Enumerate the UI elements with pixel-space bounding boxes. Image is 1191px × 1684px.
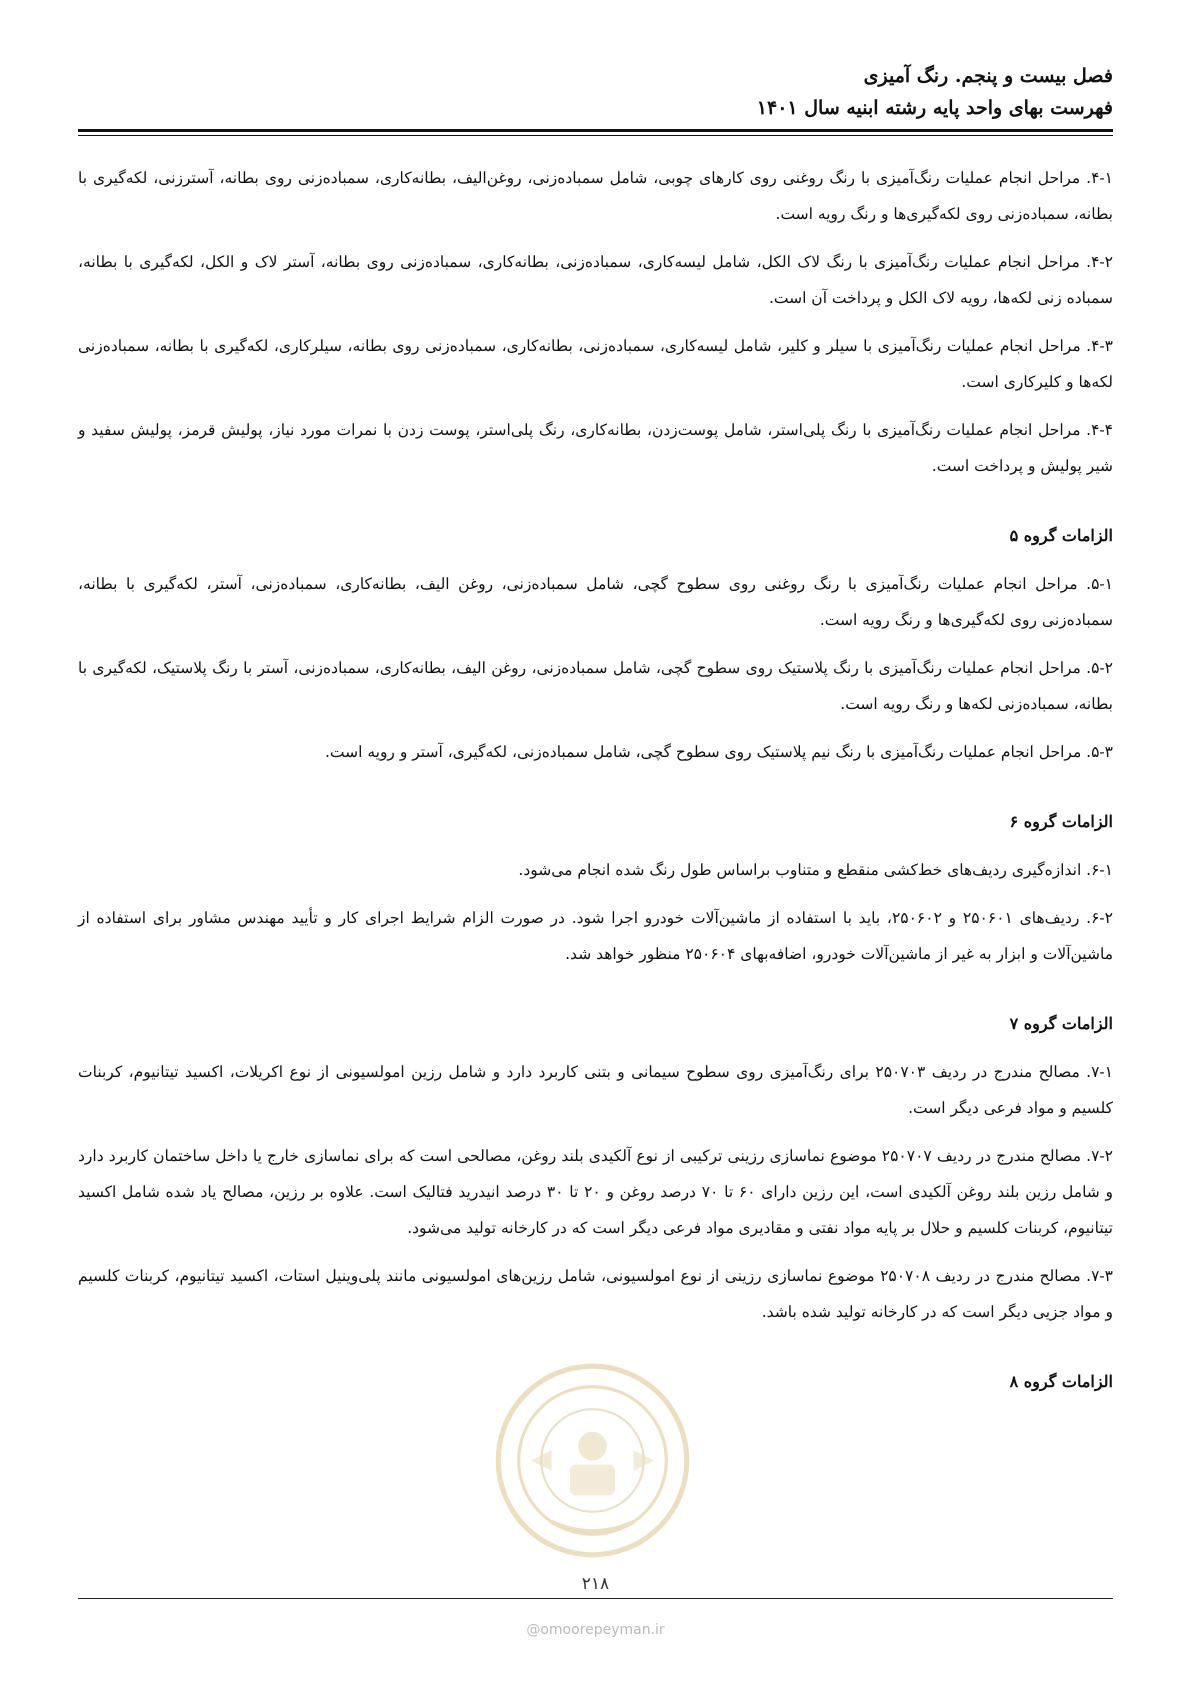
- paragraph-4-1: ۴-۱. مراحل انجام عملیات رنگ‌آمیزی با رنگ روغنی روی کارهای چوبی، شامل سمباده‌زنی، روغن‌الیف، بطانه‌کاری، سمباده‌زنی روی بطانه، آسترزنی، لکه‌گیری با بطانه، سمباده‌زنی روی لکه‌گیری‌ها و رنگ رویه است.: [78, 169, 1113, 223]
- page-header: [78, 60, 1113, 124]
- paragraph-7-2: ۷-۲. مصالح مندرج در ردیف ۲۵۰۷۰۷ موضوع نماسازی رزینی ترکیبی از نوع آلکیدی بلند روغن، مصالحی است که برای نماسازی خارج یا داخل ساختمان کاربرد دارد و شامل رزین بلند روغن آلکیدی است، این رزین دارای ۶۰ تا ۷۰ درصد روغن و ۲۰ تا ۳۰ درصد انیدرید فتالیک است. علاوه بر رزین، مصالح یاد شده شامل اکسید تیتانیوم، کربنات کلسیم و حلال بر پایه مواد نفتی و مقادیری مواد فرعی دیگر است که در کارخانه تولید می‌شود.: [78, 1147, 1114, 1237]
- header-rule-thin: [78, 135, 1113, 136]
- chapter-title: فصل بیست و پنجم. رنگ آمیزی: [863, 65, 1113, 87]
- catalog-title: فهرست بهای واحد پایه رشته ابنیه سال ۱۴۰۱: [756, 97, 1113, 119]
- paragraph-4-2: ۴-۲. مراحل انجام عملیات رنگ‌آمیزی با رنگ لاک الکل، شامل لیسه‌کاری، سمباده‌زنی، بطانه‌کاری، سمباده‌زنی روی بطانه، آستر لاک و الکل، لکه‌گیری با بطانه، سمباده زنی لکه‌ها، رویه لاک الکل و پرداخت آن است.: [78, 253, 1113, 307]
- paragraph-6-2: ۶-۲. ردیف‌های ۲۵۰۶۰۱ و ۲۵۰۶۰۲، باید با استفاده از ماشین‌آلات خودرو اجرا شود. در صورت الزام شرایط اجرای کار و تأیید مهندس مشاور برای استفاده از ماشین‌آلات و ابزار به غیر از ماشین‌آلات خودرو، اضافه‌بهای ۲۵۰۶۰۴ منظور خواهد شد.: [78, 909, 1113, 963]
- paragraph-4-3: ۴-۳. مراحل انجام عملیات رنگ‌آمیزی با سیلر و کلیر، شامل لیسه‌کاری، سمباده‌زنی، بطانه‌کاری، سمباده‌زنی روی بطانه، سیلرکاری، لکه‌گیری با بطانه، سمباده‌زنی لکه‌ها و کلیرکاری است.: [78, 337, 1113, 391]
- watermark-url: @omoorepeyman.ir: [526, 1622, 665, 1638]
- section-title-group7: الزامات گروه ۷: [1009, 1014, 1113, 1033]
- paragraph-7-1: ۷-۱. مصالح مندرج در ردیف ۲۵۰۷۰۳ برای رنگ‌آمیزی روی سطوح سیمانی و بتنی کاربرد دارد و شامل رزین امولسیونی از نوع اکریلات، اکسید تیتانیوم، کربنات کلسیم و مواد فرعی دیگر است.: [78, 1063, 1113, 1117]
- header-rule-thick: [78, 129, 1113, 132]
- paragraph-6-1: ۶-۱. اندازه‌گیری ردیف‌های خط‌کشی منقطع و متناوب براساس طول رنگ شده انجام می‌شود.: [518, 861, 1113, 879]
- paragraph-5-2: ۵-۲. مراحل انجام عملیات رنگ‌آمیزی با رنگ پلاستیک روی سطوح گچی، شامل سمباده‌زنی، روغن الیف، بطانه‌کاری، سمباده‌زنی، آستر با رنگ پلاستیک، لکه‌گیری با بطانه، سمباده‌زنی لکه‌ها و رنگ رویه است.: [78, 659, 1113, 713]
- section-title-group8: الزامات گروه ۸: [1009, 1372, 1113, 1391]
- section-title-group5: الزامات گروه ۵: [1009, 526, 1113, 545]
- page-body: [78, 160, 1113, 1412]
- paragraph-4-4: ۴-۴. مراحل انجام عملیات رنگ‌آمیزی با رنگ پلی‌استر، شامل پوست‌زدن، بطانه‌کاری، رنگ پلی‌استر، پوست زدن با نمرات مورد نیاز، پولیش قرمز، پولیش سفید و شیر پولیش و پرداخت است.: [78, 421, 1113, 475]
- page-number: ۲۱۸: [581, 1574, 610, 1594]
- paragraph-5-3: ۵-۳. مراحل انجام عملیات رنگ‌آمیزی با رنگ نیم پلاستیک روی سطوح گچی، شامل سمباده‌زنی، لکه‌گیری، آستر و رویه است.: [324, 743, 1113, 761]
- paragraph-5-1: ۵-۱. مراحل انجام عملیات رنگ‌آمیزی با رنگ روغنی روی سطوح گچی، شامل سمباده‌زنی، روغن الیف، بطانه‌کاری، سمباده‌زنی، آستر، لکه‌گیری با بطانه، سمباده‌زنی روی لکه‌گیری‌ها و رنگ رویه است.: [78, 575, 1113, 629]
- footer-rule: [78, 1598, 1113, 1599]
- section-title-group6: الزامات گروه ۶: [1009, 812, 1113, 831]
- paragraph-7-3: ۷-۳. مصالح مندرج در ردیف ۲۵۰۷۰۸ موضوع نماسازی رزینی از نوع امولسیونی، شامل رزین‌های امولسیونی مانند پلی‌وینیل استات، اکسید تیتانیوم، کربنات کلسیم و مواد جزیی دیگر است که در کارخانه تولید شده باشد.: [78, 1267, 1113, 1321]
